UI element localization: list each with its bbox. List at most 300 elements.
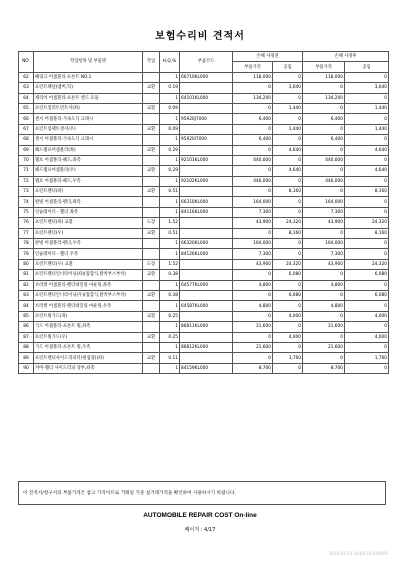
cell-work: 교환 bbox=[143, 187, 160, 197]
cell-work: 교환 bbox=[143, 83, 160, 93]
cell-work: 교환 bbox=[143, 311, 160, 321]
cell-code: 86811KL000 bbox=[180, 322, 233, 332]
cell-work bbox=[143, 135, 160, 145]
header-labor-after: 공임 bbox=[345, 62, 389, 72]
cell-hq: 1 bbox=[160, 93, 180, 103]
cell-item: 브라켓 어셈블리-펜더네일링 마운팅,우측 bbox=[34, 301, 143, 311]
cell-p1: 0 bbox=[233, 145, 273, 155]
cell-no: 73 bbox=[19, 187, 34, 197]
cell-work: 교환 bbox=[143, 228, 160, 238]
cell-work: 교환 bbox=[143, 103, 160, 113]
cell-p1: 7,300 bbox=[233, 207, 273, 217]
cell-code: 66710KL000 bbox=[180, 72, 233, 82]
cell-p2: 164,000 bbox=[303, 197, 345, 207]
cell-hq: 1.52 bbox=[160, 259, 180, 269]
cell-l1: 0 bbox=[273, 301, 303, 311]
cell-hq: 0.09 bbox=[160, 124, 180, 134]
header-hq: H,Q,% bbox=[160, 52, 180, 73]
cell-code bbox=[180, 166, 233, 176]
cell-no: 69 bbox=[19, 145, 34, 155]
cell-code: 66320KL000 bbox=[180, 239, 233, 249]
cell-item: 프런트패널(멤버,틱) bbox=[34, 83, 143, 93]
cell-l2: 1,760 bbox=[345, 353, 389, 363]
cell-l1: 3,040 bbox=[273, 83, 303, 93]
cell-p2: 134,200 bbox=[303, 93, 345, 103]
cell-p2: 118,000 bbox=[303, 72, 345, 82]
cell-work bbox=[143, 207, 160, 217]
cell-hq: 1 bbox=[160, 239, 180, 249]
cell-l2: 0 bbox=[345, 301, 389, 311]
cell-l2: 4,640 bbox=[345, 145, 389, 155]
table-row bbox=[19, 239, 389, 249]
header-labor-before: 공임 bbox=[273, 62, 303, 72]
cell-work: 교환 bbox=[143, 166, 160, 176]
cell-code bbox=[180, 145, 233, 155]
cell-item: 램프 어셈블리-헤드,좌측 bbox=[34, 155, 143, 165]
header-code: 부품코드 bbox=[180, 52, 233, 73]
cell-item: 센서 어셈블리-가속도식 크래시 bbox=[34, 135, 143, 145]
cell-work: 도장 bbox=[143, 259, 160, 269]
cell-code: 84159KL000 bbox=[180, 363, 233, 373]
cell-item: 센서 어셈블리-가속도식 크래시 bbox=[34, 114, 143, 124]
cell-no: 62 bbox=[19, 72, 34, 82]
cell-l2: 0 bbox=[345, 363, 389, 373]
cell-l2: 0 bbox=[345, 322, 389, 332]
table-row bbox=[19, 114, 389, 124]
cell-l2: 8,160 bbox=[345, 228, 389, 238]
print-timestamp: 2024-02-13 14:04:18.920000 bbox=[328, 551, 388, 556]
cell-code: 64101KL000 bbox=[180, 93, 233, 103]
cell-work bbox=[143, 93, 160, 103]
cell-p2: 0 bbox=[303, 83, 345, 93]
cell-code: 95920J7000 bbox=[180, 114, 233, 124]
cell-item: 인슐레이터 - 휀더 우측 bbox=[34, 249, 143, 259]
cell-p2: 0 bbox=[303, 166, 345, 176]
cell-l2: 0 bbox=[345, 197, 389, 207]
table-row bbox=[19, 228, 389, 238]
cell-no: 82 bbox=[19, 280, 34, 290]
cell-item: 프런트임팩트센서(우) bbox=[34, 124, 143, 134]
cell-hq: 1 bbox=[160, 135, 180, 145]
table-row bbox=[19, 187, 389, 197]
cell-p1: 0 bbox=[233, 332, 273, 342]
cell-hq: 0.11 bbox=[160, 353, 180, 363]
cell-p2: 0 bbox=[303, 311, 345, 321]
cell-p1: 0 bbox=[233, 166, 273, 176]
cell-p2: 0 bbox=[303, 187, 345, 197]
cell-l2: 0 bbox=[345, 135, 389, 145]
cell-l2: 0 bbox=[345, 207, 389, 217]
cell-p1: 0 bbox=[233, 311, 273, 321]
cell-no: 71 bbox=[19, 166, 34, 176]
table-row bbox=[19, 342, 389, 352]
table-row bbox=[19, 207, 389, 217]
cell-item: 프런트펜더사이드리피터(편집형)(좌) bbox=[34, 353, 143, 363]
cell-p2: 21,600 bbox=[303, 342, 345, 352]
cell-hq: 1 bbox=[160, 249, 180, 259]
cell-no: 90 bbox=[19, 363, 34, 373]
cell-p2: 0 bbox=[303, 332, 345, 342]
cell-p2: 164,000 bbox=[303, 239, 345, 249]
table-row bbox=[19, 135, 389, 145]
cell-no: 76 bbox=[19, 218, 34, 228]
cell-l1: 8,160 bbox=[273, 228, 303, 238]
cell-l2: 4,640 bbox=[345, 166, 389, 176]
cell-l2: 1,440 bbox=[345, 103, 389, 113]
cell-no: 63 bbox=[19, 83, 34, 93]
cell-item: 헤드램프어셈블리(좌) bbox=[34, 145, 143, 155]
cell-code bbox=[180, 259, 233, 269]
cell-l1: 0 bbox=[273, 176, 303, 186]
cell-p2: 0 bbox=[303, 145, 345, 155]
cell-l2: 0 bbox=[345, 280, 389, 290]
document-title: 보험수리비 견적서 bbox=[155, 31, 245, 42]
cell-p1: 7,300 bbox=[233, 249, 273, 259]
cell-hq: 1 bbox=[160, 176, 180, 186]
cell-p2: 21,600 bbox=[303, 322, 345, 332]
cell-p1: 164,000 bbox=[233, 239, 273, 249]
cell-item: 헤드램프어셈블리(우) bbox=[34, 166, 143, 176]
cell-no: 85 bbox=[19, 311, 34, 321]
cell-item: 프런트펜더인너라이닝(우)(접합식,탈착부스부착) bbox=[34, 290, 143, 300]
cell-l2: 0 bbox=[345, 176, 389, 186]
cell-item: 인슐레이터 - 휀더 좌측 bbox=[34, 207, 143, 217]
cell-l2: 1,440 bbox=[345, 124, 389, 134]
cell-code bbox=[180, 124, 233, 134]
cell-item: 프런트펜더(우) 교환 bbox=[34, 259, 143, 269]
cell-hq: 0.19 bbox=[160, 83, 180, 93]
estimate-table bbox=[18, 51, 389, 374]
cell-l2: 0 bbox=[345, 114, 389, 124]
cell-p2: 7,300 bbox=[303, 249, 345, 259]
cell-work: 교환 bbox=[143, 145, 160, 155]
cell-code: 84126KL000 bbox=[180, 249, 233, 259]
cell-l1: 0 bbox=[273, 239, 303, 249]
cell-l1: 0 bbox=[273, 249, 303, 259]
cell-p1: 164,000 bbox=[233, 197, 273, 207]
cell-l1: 6,080 bbox=[273, 290, 303, 300]
cell-no: 74 bbox=[19, 197, 34, 207]
cell-no: 80 bbox=[19, 259, 34, 269]
cell-p1: 440,000 bbox=[233, 176, 273, 186]
cell-item: 프런트휠가드(좌) bbox=[34, 311, 143, 321]
price-notice: 이 견적서/청구서의 부품가격은 참고 가격이므로 거래일 기준 실거래가격을 확인하여 사용하시기 바랍니다. bbox=[18, 481, 386, 505]
cell-hq: 1 bbox=[160, 72, 180, 82]
cell-item: 프런트펜더인너라이닝(좌)(접합식,탈착부스부착) bbox=[34, 270, 143, 280]
cell-l1: 8,160 bbox=[273, 187, 303, 197]
cell-hq: 1 bbox=[160, 207, 180, 217]
cell-l1: 1,440 bbox=[273, 103, 303, 113]
cell-hq: 1 bbox=[160, 363, 180, 373]
cell-l1: 0 bbox=[273, 72, 303, 82]
cell-work bbox=[143, 239, 160, 249]
cell-p1: 43,900 bbox=[233, 218, 273, 228]
table-row bbox=[19, 124, 389, 134]
cell-hq: 1 bbox=[160, 322, 180, 332]
cell-work: 교환 bbox=[143, 290, 160, 300]
cell-item: 헤링크 어셈블리-프론트 NO.1 bbox=[34, 72, 143, 82]
cell-p1: 440,000 bbox=[233, 155, 273, 165]
cell-no: 72 bbox=[19, 176, 34, 186]
cell-l1: 1,760 bbox=[273, 353, 303, 363]
cell-p2: 43,900 bbox=[303, 218, 345, 228]
cell-item: 프런트펜더(우) bbox=[34, 228, 143, 238]
cell-work bbox=[143, 176, 160, 186]
cell-p2: 4,800 bbox=[303, 280, 345, 290]
cell-l2: 0 bbox=[345, 93, 389, 103]
table-row bbox=[19, 301, 389, 311]
cell-hq: 1 bbox=[160, 155, 180, 165]
cell-code: 64587KL000 bbox=[180, 301, 233, 311]
cell-item: 프런트펜더(좌) bbox=[34, 187, 143, 197]
cell-p2: 0 bbox=[303, 290, 345, 300]
table-row bbox=[19, 166, 389, 176]
cell-hq: 1 bbox=[160, 301, 180, 311]
cell-code bbox=[180, 332, 233, 342]
cell-hq: 1.52 bbox=[160, 218, 180, 228]
table-row bbox=[19, 83, 389, 93]
cell-p1: 0 bbox=[233, 187, 273, 197]
table-row bbox=[19, 103, 389, 113]
table-row bbox=[19, 259, 389, 269]
cell-p1: 0 bbox=[233, 270, 273, 280]
cell-l1: 0 bbox=[273, 363, 303, 373]
cell-no: 66 bbox=[19, 114, 34, 124]
table-row bbox=[19, 353, 389, 363]
cell-l2: 3,040 bbox=[345, 83, 389, 93]
cell-p1: 6,400 bbox=[233, 114, 273, 124]
cell-p2: 0 bbox=[303, 270, 345, 280]
cell-p1: 0 bbox=[233, 103, 273, 113]
cell-p2: 0 bbox=[303, 103, 345, 113]
cell-p1: 6,400 bbox=[233, 135, 273, 145]
table-row bbox=[19, 290, 389, 300]
cell-item: 가드 어셈블리-프론트 휠,우측 bbox=[34, 342, 143, 352]
cell-no: 64 bbox=[19, 93, 34, 103]
cell-work: 교환 bbox=[143, 270, 160, 280]
cell-work bbox=[143, 114, 160, 124]
table-row bbox=[19, 155, 389, 165]
cell-l1: 0 bbox=[273, 135, 303, 145]
cell-l2: 4,000 bbox=[345, 311, 389, 321]
cell-item: 브라켓 어셈블리-펜더네일링 마운팅,좌측 bbox=[34, 280, 143, 290]
cell-no: 89 bbox=[19, 353, 34, 363]
footer-title: AUTOMOBILE REPAIR COST On-line bbox=[143, 512, 257, 519]
cell-code: 92101KL000 bbox=[180, 155, 233, 165]
cell-work: 교환 bbox=[143, 353, 160, 363]
cell-l2: 0 bbox=[345, 342, 389, 352]
cell-p2: 0 bbox=[303, 124, 345, 134]
table-row bbox=[19, 197, 389, 207]
cell-item: 커버-휀더 사이드리피 상부,좌측 bbox=[34, 363, 143, 373]
cell-l2: 0 bbox=[345, 239, 389, 249]
cell-code bbox=[180, 353, 233, 363]
cell-l1: 24,320 bbox=[273, 259, 303, 269]
cell-code: 95920I7000 bbox=[180, 135, 233, 145]
cell-item: 램프 어셈블리-헤드,우측 bbox=[34, 176, 143, 186]
cell-hq: 0.38 bbox=[160, 270, 180, 280]
cell-l1: 24,320 bbox=[273, 218, 303, 228]
page-number: 페이지 : 4/17 bbox=[184, 527, 216, 533]
cell-hq: 0.38 bbox=[160, 290, 180, 300]
cell-l1: 0 bbox=[273, 342, 303, 352]
cell-l2: 24,320 bbox=[345, 259, 389, 269]
cell-hq: 0.29 bbox=[160, 145, 180, 155]
cell-p1: 0 bbox=[233, 83, 273, 93]
cell-no: 68 bbox=[19, 135, 34, 145]
cell-hq: 1 bbox=[160, 114, 180, 124]
cell-code: 84116KL000 bbox=[180, 207, 233, 217]
cell-hq: 0.25 bbox=[160, 311, 180, 321]
cell-l1: 0 bbox=[273, 155, 303, 165]
header-after: 손해 사정후 bbox=[303, 52, 389, 62]
table-row bbox=[19, 332, 389, 342]
cell-item: 프런트펜더(좌) 교환 bbox=[34, 218, 143, 228]
cell-work: 도장 bbox=[143, 218, 160, 228]
cell-l1: 0 bbox=[273, 322, 303, 332]
cell-code bbox=[180, 290, 233, 300]
cell-p1: 134,200 bbox=[233, 93, 273, 103]
cell-hq: 1 bbox=[160, 197, 180, 207]
header-part-price-after: 부품가격 bbox=[303, 62, 345, 72]
cell-hq: 0.51 bbox=[160, 228, 180, 238]
cell-no: 84 bbox=[19, 301, 34, 311]
cell-l2: 8,160 bbox=[345, 187, 389, 197]
cell-hq: 1 bbox=[160, 342, 180, 352]
cell-item: 프런트컴퍼트먼트셔(좌) bbox=[34, 103, 143, 113]
cell-no: 81 bbox=[19, 270, 34, 280]
cell-no: 67 bbox=[19, 124, 34, 134]
header-item: 작업항목 및 부품명 bbox=[34, 52, 143, 73]
cell-p1: 0 bbox=[233, 124, 273, 134]
cell-p2: 0 bbox=[303, 353, 345, 363]
cell-work bbox=[143, 280, 160, 290]
table-row bbox=[19, 311, 389, 321]
cell-no: 87 bbox=[19, 332, 34, 342]
cell-code: 66310KL000 bbox=[180, 197, 233, 207]
cell-l2: 0 bbox=[345, 72, 389, 82]
table-row bbox=[19, 145, 389, 155]
table-row bbox=[19, 280, 389, 290]
cell-code bbox=[180, 83, 233, 93]
cell-item: 캐리어 어셈블리-프론트 엔드 모듈 bbox=[34, 93, 143, 103]
cell-l1: 0 bbox=[273, 197, 303, 207]
header-no: NO. bbox=[19, 52, 34, 73]
cell-p2: 4,800 bbox=[303, 301, 345, 311]
cell-item: 프런트휠가드(우) bbox=[34, 332, 143, 342]
cell-p2: 8,700 bbox=[303, 363, 345, 373]
cell-p1: 8,700 bbox=[233, 363, 273, 373]
cell-l1: 0 bbox=[273, 114, 303, 124]
cell-work: 교환 bbox=[143, 332, 160, 342]
cell-l1: 1,440 bbox=[273, 124, 303, 134]
cell-p1: 118,000 bbox=[233, 72, 273, 82]
header-before: 손해 사정전 bbox=[233, 52, 303, 62]
table-row bbox=[19, 363, 389, 373]
cell-p1: 21,600 bbox=[233, 322, 273, 332]
cell-hq: 0.51 bbox=[160, 187, 180, 197]
cell-work bbox=[143, 249, 160, 259]
cell-p1: 0 bbox=[233, 290, 273, 300]
table-row bbox=[19, 93, 389, 103]
cell-l1: 4,640 bbox=[273, 145, 303, 155]
table-row bbox=[19, 218, 389, 228]
cell-no: 88 bbox=[19, 342, 34, 352]
cell-l1: 0 bbox=[273, 280, 303, 290]
cell-item: 판넬 어셈블리-펜더,좌측 bbox=[34, 197, 143, 207]
cell-no: 65 bbox=[19, 103, 34, 113]
cell-l1: 4,000 bbox=[273, 311, 303, 321]
table-row bbox=[19, 72, 389, 82]
cell-work bbox=[143, 197, 160, 207]
cell-no: 70 bbox=[19, 155, 34, 165]
cell-code bbox=[180, 270, 233, 280]
cell-code bbox=[180, 187, 233, 197]
cell-work bbox=[143, 363, 160, 373]
cell-code: 86812KL000 bbox=[180, 342, 233, 352]
cell-hq: 1 bbox=[160, 280, 180, 290]
cell-code bbox=[180, 218, 233, 228]
cell-l2: 6,080 bbox=[345, 290, 389, 300]
cell-l1: 6,080 bbox=[273, 270, 303, 280]
cell-p2: 6,400 bbox=[303, 135, 345, 145]
cell-p2: 7,300 bbox=[303, 207, 345, 217]
table-row bbox=[19, 176, 389, 186]
cell-p2: 0 bbox=[303, 228, 345, 238]
cell-work: 교환 bbox=[143, 124, 160, 134]
cell-p2: 440,000 bbox=[303, 176, 345, 186]
cell-l1: 4,000 bbox=[273, 332, 303, 342]
cell-p2: 6,400 bbox=[303, 114, 345, 124]
cell-item: 판넬 어셈블리-펜더,우측 bbox=[34, 239, 143, 249]
cell-l1: 0 bbox=[273, 207, 303, 217]
cell-p1: 21,600 bbox=[233, 342, 273, 352]
cell-p1: 43,900 bbox=[233, 259, 273, 269]
cell-p1: 4,800 bbox=[233, 301, 273, 311]
cell-code: 64577KL000 bbox=[180, 280, 233, 290]
cell-code: 92102KL000 bbox=[180, 176, 233, 186]
cell-p1: 4,800 bbox=[233, 280, 273, 290]
cell-no: 83 bbox=[19, 290, 34, 300]
cell-code bbox=[180, 103, 233, 113]
header-work: 작업 bbox=[143, 52, 160, 73]
cell-no: 86 bbox=[19, 322, 34, 332]
cell-hq: 0.25 bbox=[160, 332, 180, 342]
header-part-price-before: 부품가격 bbox=[233, 62, 273, 72]
cell-l2: 0 bbox=[345, 249, 389, 259]
cell-p2: 440,000 bbox=[303, 155, 345, 165]
cell-p1: 0 bbox=[233, 228, 273, 238]
cell-item: 가드 어셈블리-프론트 휠,좌측 bbox=[34, 322, 143, 332]
cell-no: 79 bbox=[19, 249, 34, 259]
cell-p2: 43,900 bbox=[303, 259, 345, 269]
cell-l2: 4,000 bbox=[345, 332, 389, 342]
cell-hq: 0.09 bbox=[160, 103, 180, 113]
cell-no: 75 bbox=[19, 207, 34, 217]
table-row bbox=[19, 322, 389, 332]
table-row bbox=[19, 270, 389, 280]
cell-l1: 4,640 bbox=[273, 166, 303, 176]
cell-l2: 6,080 bbox=[345, 270, 389, 280]
cell-work bbox=[143, 342, 160, 352]
cell-l1: 0 bbox=[273, 93, 303, 103]
cell-work bbox=[143, 301, 160, 311]
cell-code bbox=[180, 311, 233, 321]
cell-work bbox=[143, 322, 160, 332]
cell-no: 77 bbox=[19, 228, 34, 238]
cell-no: 78 bbox=[19, 239, 34, 249]
cell-code bbox=[180, 228, 233, 238]
